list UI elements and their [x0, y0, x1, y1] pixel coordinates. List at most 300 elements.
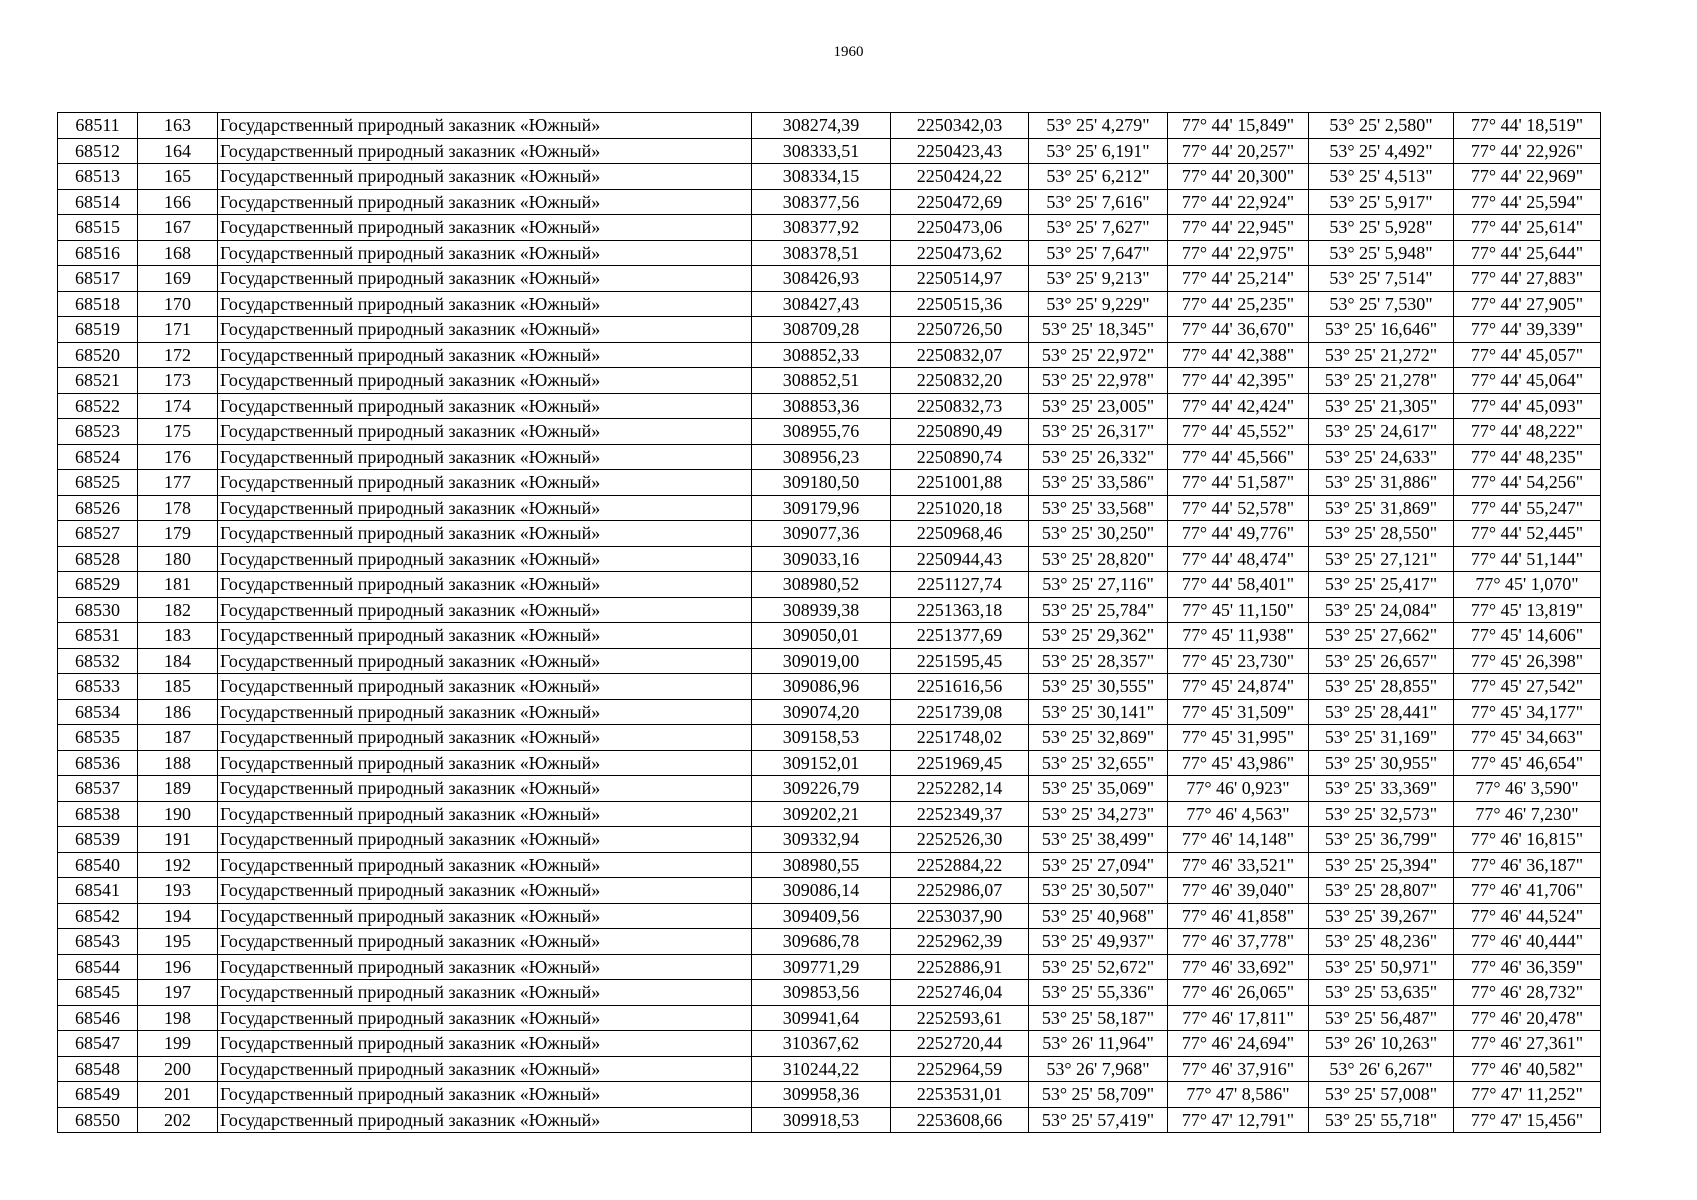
longitude-2: 77° 44' 27,883" — [1454, 266, 1601, 292]
point-number: 201 — [138, 1082, 218, 1108]
reserve-name: Государственный природный заказник «Южный» — [218, 113, 752, 139]
latitude-2: 53° 25' 4,513" — [1309, 164, 1454, 190]
table-row — [58, 852, 1601, 878]
longitude-1: 77° 44' 52,578" — [1168, 495, 1309, 521]
row-id: 68546 — [58, 1005, 138, 1031]
longitude-2: 77° 44' 51,144" — [1454, 546, 1601, 572]
longitude-1: 77° 47' 8,586" — [1168, 1082, 1309, 1108]
row-id: 68538 — [58, 801, 138, 827]
x-coordinate: 309918,53 — [752, 1107, 891, 1133]
row-id: 68550 — [58, 1107, 138, 1133]
x-coordinate: 308427,43 — [752, 291, 891, 317]
row-id: 68525 — [58, 470, 138, 496]
latitude-1: 53° 25' 30,507" — [1029, 878, 1168, 904]
y-coordinate: 2250832,20 — [891, 368, 1029, 394]
latitude-2: 53° 25' 53,635" — [1309, 980, 1454, 1006]
x-coordinate: 308378,51 — [752, 240, 891, 266]
x-coordinate: 308852,33 — [752, 342, 891, 368]
reserve-name: Государственный природный заказник «Южный» — [218, 776, 752, 802]
longitude-1: 77° 45' 43,986" — [1168, 750, 1309, 776]
latitude-1: 53° 25' 30,555" — [1029, 674, 1168, 700]
table-body — [58, 113, 1601, 1133]
latitude-1: 53° 25' 7,647" — [1029, 240, 1168, 266]
reserve-name: Государственный природный заказник «Южный» — [218, 929, 752, 955]
latitude-2: 53° 25' 25,394" — [1309, 852, 1454, 878]
point-number: 191 — [138, 827, 218, 853]
latitude-1: 53° 25' 7,616" — [1029, 189, 1168, 215]
reserve-name: Государственный природный заказник «Южный» — [218, 852, 752, 878]
row-id: 68535 — [58, 725, 138, 751]
row-id: 68518 — [58, 291, 138, 317]
latitude-2: 53° 25' 48,236" — [1309, 929, 1454, 955]
point-number: 200 — [138, 1056, 218, 1082]
latitude-2: 53° 25' 2,580" — [1309, 113, 1454, 139]
row-id: 68549 — [58, 1082, 138, 1108]
x-coordinate: 309152,01 — [752, 750, 891, 776]
point-number: 165 — [138, 164, 218, 190]
latitude-1: 53° 25' 33,568" — [1029, 495, 1168, 521]
longitude-2: 77° 46' 27,361" — [1454, 1031, 1601, 1057]
point-number: 194 — [138, 903, 218, 929]
latitude-2: 53° 25' 5,928" — [1309, 215, 1454, 241]
y-coordinate: 2251969,45 — [891, 750, 1029, 776]
longitude-1: 77° 44' 45,566" — [1168, 444, 1309, 470]
latitude-2: 53° 25' 39,267" — [1309, 903, 1454, 929]
table-row — [58, 164, 1601, 190]
row-id: 68519 — [58, 317, 138, 343]
table-row — [58, 699, 1601, 725]
reserve-name: Государственный природный заказник «Южный» — [218, 674, 752, 700]
x-coordinate: 309050,01 — [752, 623, 891, 649]
y-coordinate: 2251616,56 — [891, 674, 1029, 700]
latitude-1: 53° 25' 26,332" — [1029, 444, 1168, 470]
longitude-2: 77° 44' 25,644" — [1454, 240, 1601, 266]
point-number: 163 — [138, 113, 218, 139]
row-id: 68520 — [58, 342, 138, 368]
y-coordinate: 2252964,59 — [891, 1056, 1029, 1082]
y-coordinate: 2250515,36 — [891, 291, 1029, 317]
row-id: 68547 — [58, 1031, 138, 1057]
table-row — [58, 546, 1601, 572]
table-row — [58, 878, 1601, 904]
longitude-2: 77° 46' 20,478" — [1454, 1005, 1601, 1031]
reserve-name: Государственный природный заказник «Южный» — [218, 138, 752, 164]
latitude-1: 53° 25' 7,627" — [1029, 215, 1168, 241]
reserve-name: Государственный природный заказник «Южный» — [218, 317, 752, 343]
latitude-1: 53° 25' 22,978" — [1029, 368, 1168, 394]
x-coordinate: 308939,38 — [752, 597, 891, 623]
row-id: 68524 — [58, 444, 138, 470]
longitude-1: 77° 44' 36,670" — [1168, 317, 1309, 343]
longitude-2: 77° 44' 55,247" — [1454, 495, 1601, 521]
x-coordinate: 309958,36 — [752, 1082, 891, 1108]
x-coordinate: 309086,14 — [752, 878, 891, 904]
longitude-2: 77° 44' 27,905" — [1454, 291, 1601, 317]
latitude-2: 53° 25' 31,886" — [1309, 470, 1454, 496]
longitude-1: 77° 44' 49,776" — [1168, 521, 1309, 547]
x-coordinate: 310367,62 — [752, 1031, 891, 1057]
reserve-name: Государственный природный заказник «Южный» — [218, 470, 752, 496]
reserve-name: Государственный природный заказник «Южный» — [218, 954, 752, 980]
x-coordinate: 308853,36 — [752, 393, 891, 419]
table-row — [58, 1107, 1601, 1133]
x-coordinate: 309077,36 — [752, 521, 891, 547]
point-number: 176 — [138, 444, 218, 470]
latitude-1: 53° 25' 30,141" — [1029, 699, 1168, 725]
latitude-1: 53° 25' 38,499" — [1029, 827, 1168, 853]
latitude-1: 53° 25' 40,968" — [1029, 903, 1168, 929]
row-id: 68536 — [58, 750, 138, 776]
longitude-2: 77° 46' 40,582" — [1454, 1056, 1601, 1082]
point-number: 169 — [138, 266, 218, 292]
table-row — [58, 240, 1601, 266]
point-number: 173 — [138, 368, 218, 394]
x-coordinate: 309771,29 — [752, 954, 891, 980]
longitude-1: 77° 45' 24,874" — [1168, 674, 1309, 700]
point-number: 199 — [138, 1031, 218, 1057]
y-coordinate: 2251363,18 — [891, 597, 1029, 623]
x-coordinate: 308274,39 — [752, 113, 891, 139]
y-coordinate: 2250423,43 — [891, 138, 1029, 164]
longitude-2: 77° 46' 36,359" — [1454, 954, 1601, 980]
point-number: 178 — [138, 495, 218, 521]
reserve-name: Государственный природный заказник «Южный» — [218, 521, 752, 547]
latitude-1: 53° 25' 28,820" — [1029, 546, 1168, 572]
longitude-1: 77° 46' 4,563" — [1168, 801, 1309, 827]
row-id: 68540 — [58, 852, 138, 878]
y-coordinate: 2250472,69 — [891, 189, 1029, 215]
x-coordinate: 309074,20 — [752, 699, 891, 725]
longitude-1: 77° 46' 17,811" — [1168, 1005, 1309, 1031]
y-coordinate: 2250473,62 — [891, 240, 1029, 266]
point-number: 183 — [138, 623, 218, 649]
latitude-1: 53° 25' 33,586" — [1029, 470, 1168, 496]
table-row — [58, 215, 1601, 241]
x-coordinate: 308377,92 — [752, 215, 891, 241]
latitude-2: 53° 25' 27,662" — [1309, 623, 1454, 649]
longitude-1: 77° 46' 33,692" — [1168, 954, 1309, 980]
longitude-2: 77° 46' 7,230" — [1454, 801, 1601, 827]
latitude-2: 53° 25' 31,169" — [1309, 725, 1454, 751]
row-id: 68533 — [58, 674, 138, 700]
latitude-1: 53° 25' 49,937" — [1029, 929, 1168, 955]
longitude-2: 77° 44' 48,235" — [1454, 444, 1601, 470]
reserve-name: Государственный природный заказник «Южный» — [218, 903, 752, 929]
longitude-1: 77° 46' 33,521" — [1168, 852, 1309, 878]
reserve-name: Государственный природный заказник «Южный» — [218, 572, 752, 598]
table-row — [58, 648, 1601, 674]
y-coordinate: 2250832,73 — [891, 393, 1029, 419]
y-coordinate: 2250832,07 — [891, 342, 1029, 368]
coordinates-table — [57, 112, 1601, 1133]
longitude-2: 77° 45' 14,606" — [1454, 623, 1601, 649]
y-coordinate: 2252962,39 — [891, 929, 1029, 955]
row-id: 68531 — [58, 623, 138, 649]
longitude-1: 77° 44' 48,474" — [1168, 546, 1309, 572]
longitude-1: 77° 47' 12,791" — [1168, 1107, 1309, 1133]
point-number: 189 — [138, 776, 218, 802]
latitude-1: 53° 26' 11,964" — [1029, 1031, 1168, 1057]
longitude-2: 77° 46' 36,187" — [1454, 852, 1601, 878]
reserve-name: Государственный природный заказник «Южный» — [218, 444, 752, 470]
x-coordinate: 309853,56 — [752, 980, 891, 1006]
row-id: 68523 — [58, 419, 138, 445]
reserve-name: Государственный природный заказник «Южный» — [218, 801, 752, 827]
latitude-2: 53° 25' 28,807" — [1309, 878, 1454, 904]
longitude-1: 77° 44' 58,401" — [1168, 572, 1309, 598]
latitude-1: 53° 25' 32,869" — [1029, 725, 1168, 751]
latitude-2: 53° 25' 36,799" — [1309, 827, 1454, 853]
latitude-2: 53° 25' 28,441" — [1309, 699, 1454, 725]
point-number: 198 — [138, 1005, 218, 1031]
reserve-name: Государственный природный заказник «Южный» — [218, 189, 752, 215]
y-coordinate: 2250726,50 — [891, 317, 1029, 343]
latitude-2: 53° 25' 21,278" — [1309, 368, 1454, 394]
longitude-2: 77° 45' 26,398" — [1454, 648, 1601, 674]
row-id: 68528 — [58, 546, 138, 572]
y-coordinate: 2250514,97 — [891, 266, 1029, 292]
latitude-1: 53° 25' 32,655" — [1029, 750, 1168, 776]
latitude-2: 53° 26' 6,267" — [1309, 1056, 1454, 1082]
table-row — [58, 827, 1601, 853]
latitude-1: 53° 25' 58,709" — [1029, 1082, 1168, 1108]
x-coordinate: 309019,00 — [752, 648, 891, 674]
longitude-2: 77° 44' 45,064" — [1454, 368, 1601, 394]
latitude-2: 53° 25' 5,948" — [1309, 240, 1454, 266]
reserve-name: Государственный природный заказник «Южный» — [218, 1082, 752, 1108]
latitude-1: 53° 25' 57,419" — [1029, 1107, 1168, 1133]
reserve-name: Государственный природный заказник «Южный» — [218, 546, 752, 572]
point-number: 167 — [138, 215, 218, 241]
row-id: 68516 — [58, 240, 138, 266]
table-row — [58, 750, 1601, 776]
x-coordinate: 309179,96 — [752, 495, 891, 521]
point-number: 179 — [138, 521, 218, 547]
table-row — [58, 801, 1601, 827]
longitude-2: 77° 47' 11,252" — [1454, 1082, 1601, 1108]
latitude-1: 53° 25' 58,187" — [1029, 1005, 1168, 1031]
reserve-name: Государственный природный заказник «Южный» — [218, 597, 752, 623]
point-number: 192 — [138, 852, 218, 878]
longitude-2: 77° 44' 39,339" — [1454, 317, 1601, 343]
table-row — [58, 674, 1601, 700]
latitude-2: 53° 25' 24,617" — [1309, 419, 1454, 445]
reserve-name: Государственный природный заказник «Южный» — [218, 368, 752, 394]
row-id: 68544 — [58, 954, 138, 980]
longitude-2: 77° 44' 25,614" — [1454, 215, 1601, 241]
reserve-name: Государственный природный заказник «Южный» — [218, 980, 752, 1006]
row-id: 68529 — [58, 572, 138, 598]
latitude-1: 53° 25' 9,229" — [1029, 291, 1168, 317]
point-number: 186 — [138, 699, 218, 725]
reserve-name: Государственный природный заказник «Южный» — [218, 1107, 752, 1133]
point-number: 182 — [138, 597, 218, 623]
longitude-2: 77° 45' 34,177" — [1454, 699, 1601, 725]
latitude-1: 53° 25' 26,317" — [1029, 419, 1168, 445]
latitude-2: 53° 26' 10,263" — [1309, 1031, 1454, 1057]
x-coordinate: 309941,64 — [752, 1005, 891, 1031]
y-coordinate: 2250473,06 — [891, 215, 1029, 241]
x-coordinate: 309226,79 — [752, 776, 891, 802]
y-coordinate: 2251377,69 — [891, 623, 1029, 649]
longitude-1: 77° 46' 37,916" — [1168, 1056, 1309, 1082]
latitude-2: 53° 25' 24,084" — [1309, 597, 1454, 623]
table-row — [58, 1082, 1601, 1108]
table-row — [58, 266, 1601, 292]
latitude-2: 53° 25' 50,971" — [1309, 954, 1454, 980]
table-row — [58, 113, 1601, 139]
longitude-1: 77° 45' 11,938" — [1168, 623, 1309, 649]
latitude-2: 53° 25' 26,657" — [1309, 648, 1454, 674]
longitude-1: 77° 45' 23,730" — [1168, 648, 1309, 674]
y-coordinate: 2250424,22 — [891, 164, 1029, 190]
reserve-name: Государственный природный заказник «Южный» — [218, 878, 752, 904]
table-row — [58, 572, 1601, 598]
y-coordinate: 2250890,74 — [891, 444, 1029, 470]
reserve-name: Государственный природный заказник «Южный» — [218, 1056, 752, 1082]
longitude-1: 77° 46' 24,694" — [1168, 1031, 1309, 1057]
row-id: 68512 — [58, 138, 138, 164]
longitude-1: 77° 44' 22,975" — [1168, 240, 1309, 266]
y-coordinate: 2252986,07 — [891, 878, 1029, 904]
reserve-name: Государственный природный заказник «Южный» — [218, 419, 752, 445]
longitude-1: 77° 44' 22,945" — [1168, 215, 1309, 241]
row-id: 68543 — [58, 929, 138, 955]
latitude-1: 53° 25' 35,069" — [1029, 776, 1168, 802]
reserve-name: Государственный природный заказник «Южный» — [218, 393, 752, 419]
row-id: 68545 — [58, 980, 138, 1006]
point-number: 177 — [138, 470, 218, 496]
table-row — [58, 1056, 1601, 1082]
longitude-2: 77° 46' 41,706" — [1454, 878, 1601, 904]
latitude-1: 53° 25' 25,784" — [1029, 597, 1168, 623]
point-number: 187 — [138, 725, 218, 751]
longitude-2: 77° 45' 13,819" — [1454, 597, 1601, 623]
x-coordinate: 309202,21 — [752, 801, 891, 827]
latitude-1: 53° 25' 52,672" — [1029, 954, 1168, 980]
latitude-2: 53° 25' 33,369" — [1309, 776, 1454, 802]
point-number: 164 — [138, 138, 218, 164]
point-number: 202 — [138, 1107, 218, 1133]
latitude-1: 53° 25' 27,116" — [1029, 572, 1168, 598]
latitude-2: 53° 25' 56,487" — [1309, 1005, 1454, 1031]
longitude-1: 77° 44' 51,587" — [1168, 470, 1309, 496]
y-coordinate: 2251020,18 — [891, 495, 1029, 521]
longitude-2: 77° 46' 44,524" — [1454, 903, 1601, 929]
table-row — [58, 954, 1601, 980]
reserve-name: Государственный природный заказник «Южный» — [218, 495, 752, 521]
y-coordinate: 2250944,43 — [891, 546, 1029, 572]
x-coordinate: 308426,93 — [752, 266, 891, 292]
x-coordinate: 308980,52 — [752, 572, 891, 598]
longitude-1: 77° 45' 31,995" — [1168, 725, 1309, 751]
table-row — [58, 1031, 1601, 1057]
y-coordinate: 2251748,02 — [891, 725, 1029, 751]
row-id: 68526 — [58, 495, 138, 521]
y-coordinate: 2252746,04 — [891, 980, 1029, 1006]
x-coordinate: 308334,15 — [752, 164, 891, 190]
y-coordinate: 2251739,08 — [891, 699, 1029, 725]
latitude-2: 53° 25' 21,272" — [1309, 342, 1454, 368]
longitude-1: 77° 46' 37,778" — [1168, 929, 1309, 955]
x-coordinate: 310244,22 — [752, 1056, 891, 1082]
longitude-2: 77° 44' 52,445" — [1454, 521, 1601, 547]
table-row — [58, 521, 1601, 547]
point-number: 172 — [138, 342, 218, 368]
longitude-1: 77° 44' 42,395" — [1168, 368, 1309, 394]
y-coordinate: 2252593,61 — [891, 1005, 1029, 1031]
row-id: 68530 — [58, 597, 138, 623]
latitude-2: 53° 25' 57,008" — [1309, 1082, 1454, 1108]
table-row — [58, 929, 1601, 955]
table-row — [58, 903, 1601, 929]
latitude-2: 53° 25' 5,917" — [1309, 189, 1454, 215]
point-number: 174 — [138, 393, 218, 419]
row-id: 68521 — [58, 368, 138, 394]
latitude-2: 53° 25' 30,955" — [1309, 750, 1454, 776]
row-id: 68532 — [58, 648, 138, 674]
longitude-1: 77° 44' 42,424" — [1168, 393, 1309, 419]
x-coordinate: 308377,56 — [752, 189, 891, 215]
longitude-2: 77° 46' 40,444" — [1454, 929, 1601, 955]
latitude-1: 53° 25' 9,213" — [1029, 266, 1168, 292]
table-row — [58, 291, 1601, 317]
row-id: 68513 — [58, 164, 138, 190]
table-row — [58, 393, 1601, 419]
point-number: 168 — [138, 240, 218, 266]
point-number: 195 — [138, 929, 218, 955]
reserve-name: Государственный природный заказник «Южный» — [218, 291, 752, 317]
longitude-2: 77° 45' 27,542" — [1454, 674, 1601, 700]
latitude-1: 53° 26' 7,968" — [1029, 1056, 1168, 1082]
y-coordinate: 2252884,22 — [891, 852, 1029, 878]
reserve-name: Государственный природный заказник «Южный» — [218, 648, 752, 674]
table-row — [58, 368, 1601, 394]
latitude-1: 53° 25' 30,250" — [1029, 521, 1168, 547]
row-id: 68537 — [58, 776, 138, 802]
y-coordinate: 2250342,03 — [891, 113, 1029, 139]
y-coordinate: 2252282,14 — [891, 776, 1029, 802]
latitude-1: 53° 25' 6,212" — [1029, 164, 1168, 190]
latitude-1: 53° 25' 22,972" — [1029, 342, 1168, 368]
longitude-2: 77° 44' 45,093" — [1454, 393, 1601, 419]
longitude-1: 77° 46' 0,923" — [1168, 776, 1309, 802]
page-number: 1960 — [833, 44, 864, 60]
row-id: 68522 — [58, 393, 138, 419]
row-id: 68539 — [58, 827, 138, 853]
reserve-name: Государственный природный заказник «Южный» — [218, 164, 752, 190]
y-coordinate: 2252526,30 — [891, 827, 1029, 853]
point-number: 185 — [138, 674, 218, 700]
x-coordinate: 308955,76 — [752, 419, 891, 445]
longitude-2: 77° 44' 18,519" — [1454, 113, 1601, 139]
latitude-1: 53° 25' 29,362" — [1029, 623, 1168, 649]
table-row — [58, 597, 1601, 623]
x-coordinate: 309158,53 — [752, 725, 891, 751]
y-coordinate: 2253608,66 — [891, 1107, 1029, 1133]
longitude-1: 77° 46' 39,040" — [1168, 878, 1309, 904]
table-row — [58, 419, 1601, 445]
reserve-name: Государственный природный заказник «Южный» — [218, 240, 752, 266]
point-number: 197 — [138, 980, 218, 1006]
point-number: 181 — [138, 572, 218, 598]
point-number: 175 — [138, 419, 218, 445]
point-number: 188 — [138, 750, 218, 776]
longitude-1: 77° 44' 45,552" — [1168, 419, 1309, 445]
y-coordinate: 2250890,49 — [891, 419, 1029, 445]
point-number: 184 — [138, 648, 218, 674]
longitude-2: 77° 47' 15,456" — [1454, 1107, 1601, 1133]
